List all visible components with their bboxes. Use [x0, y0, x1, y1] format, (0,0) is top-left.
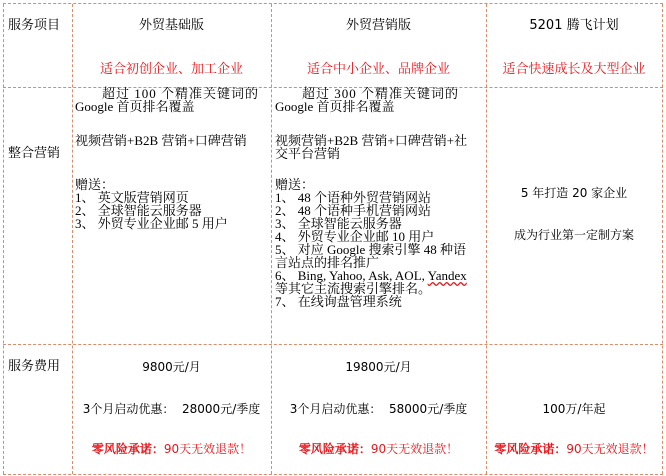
- row-label-fees: 服务费用: [8, 359, 61, 374]
- basic-monthly-price: 9800元/月: [142, 360, 201, 374]
- pro-gift-item: 3、 全球智能云服务器: [275, 216, 402, 231]
- header-takeoff-plan: 5201 腾飞计划: [529, 18, 619, 33]
- pro-gift-item: 5、 对应 Google 搜索引擎 48 种语: [275, 242, 467, 257]
- header-service-item: 服务项目: [8, 18, 61, 33]
- promise-text: 90天无效退款！: [566, 442, 654, 456]
- pro-gift-item: 7、 在线询盘管理系统: [275, 294, 402, 309]
- pro-risk-promise: [271, 440, 486, 457]
- plan-suitability: 适合快速成长及大型企业: [502, 62, 646, 77]
- pro-gift-item: 言站点的排名推广: [275, 255, 380, 270]
- table-border-right: [662, 4, 663, 474]
- basic-suitability: 适合初创企业、加工企业: [99, 62, 243, 77]
- header-basic-plan: 外贸基础版: [138, 18, 204, 33]
- basic-gift-item: 1、 英文版营销网页: [75, 190, 189, 205]
- promise-label: 零风险承诺：: [494, 442, 567, 456]
- pro-marketing-details: [275, 87, 467, 308]
- plan-risk-promise: [486, 440, 662, 457]
- promise-label: 零风险承诺：: [91, 442, 164, 456]
- table-border-left: [3, 4, 4, 474]
- row-label-marketing: 整合营销: [8, 146, 61, 161]
- pro-strategy-line: 视频营销+B2B 营销+口碑营销+社: [275, 133, 468, 148]
- basic-keywords-line: Google 首页排名覆盖: [75, 99, 195, 114]
- table-border-top: [3, 3, 663, 4]
- promise-text: 90天无效退款！: [163, 442, 252, 456]
- basic-marketing-details: [75, 87, 259, 230]
- basic-gift-item: 3、 外贸专业企业邮 5 用户: [75, 216, 228, 231]
- header-marketing-plan: 外贸营销版: [345, 18, 411, 33]
- promise-text: 90天无效退款！: [370, 442, 459, 456]
- pro-gift-title: 赠送：: [275, 177, 315, 192]
- basic-keywords-line: 超过 100 个精准关键词的: [102, 86, 260, 101]
- pro-gift-item-search-engines: 6、 Bing, Yahoo, Ask, AOL, Yandex: [275, 268, 467, 283]
- pro-suitability: 适合中小企业、品牌企业: [306, 62, 450, 77]
- basic-risk-promise: [72, 440, 271, 457]
- pro-quarterly-offer: 3个月启动优惠： 58000元/季度: [289, 402, 468, 416]
- pro-gift-item: 4、 外贸专业企业邮 10 用户: [275, 229, 435, 244]
- row-divider: [3, 344, 663, 345]
- basic-quarterly-offer: 3个月启动优惠： 28000元/季度: [82, 402, 261, 416]
- pro-keywords-line: Google 首页排名覆盖: [275, 99, 395, 114]
- basic-gift-title: 赠送：: [75, 177, 115, 192]
- pro-monthly-price: 19800元/月: [345, 360, 412, 374]
- plan-annual-price: 100万/年起: [542, 402, 606, 416]
- yandex-term: Yandex: [427, 268, 467, 283]
- pro-gift-item: 等其它主流搜索引擎排名。: [275, 281, 432, 296]
- promise-label: 零风险承诺：: [298, 442, 371, 456]
- pro-strategy-line: 交平台营销: [275, 146, 341, 161]
- pro-keywords-line: 超过 300 个精准关键词的: [302, 86, 460, 101]
- basic-strategy: 视频营销+B2B 营销+口碑营销: [75, 133, 247, 148]
- plan-goal: 5 年打造 20 家企业: [520, 186, 628, 200]
- table-border-bottom: [3, 474, 663, 475]
- plan-custom-solution: 成为行业第一定制方案: [513, 228, 634, 242]
- pro-gift-item: 2、 48 个语种手机营销网站: [275, 203, 432, 218]
- pro-gift-item: 1、 48 个语种外贸营销网站: [275, 190, 432, 205]
- basic-gift-item: 2、 全球智能云服务器: [75, 203, 202, 218]
